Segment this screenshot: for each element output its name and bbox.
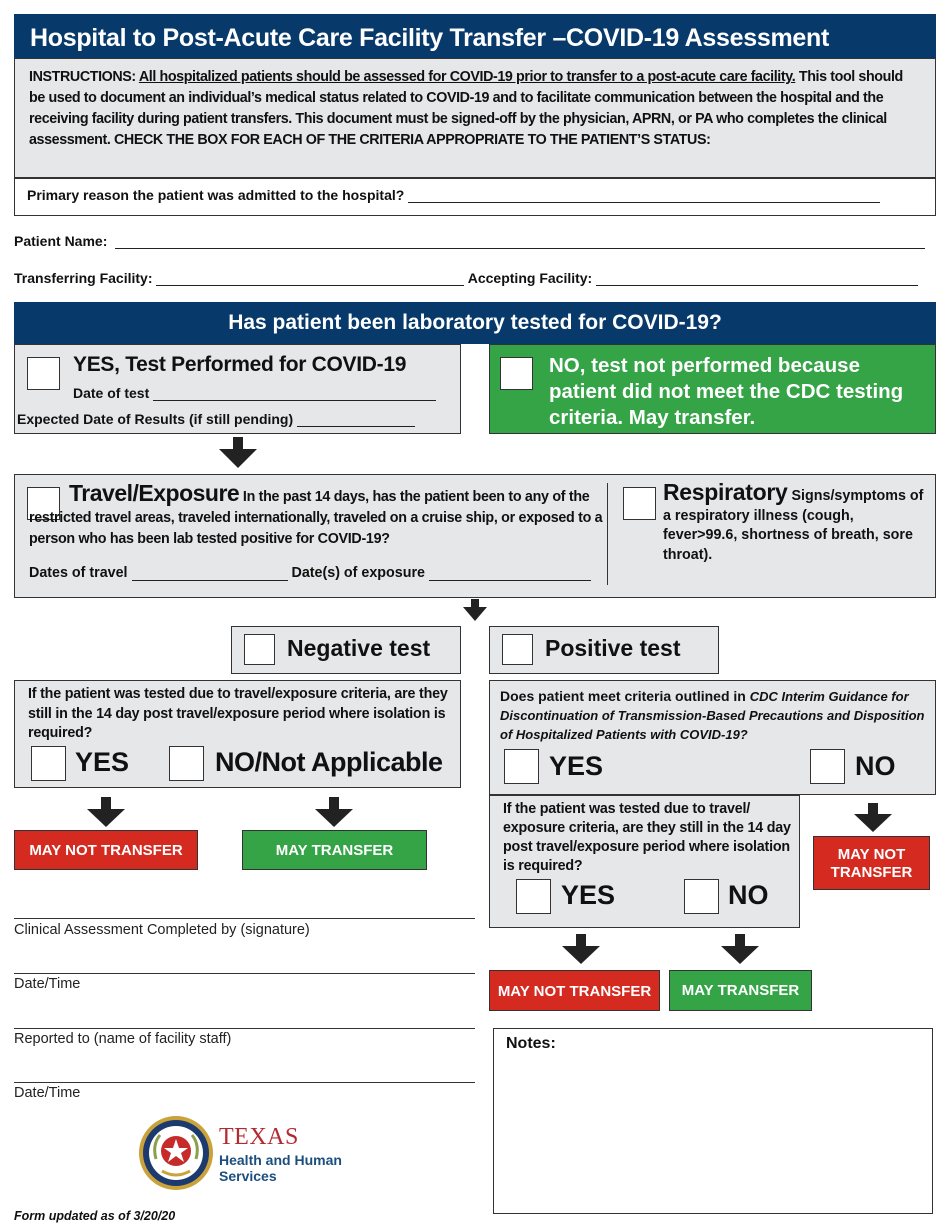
logo-agency-line-1: Health and Human (219, 1152, 342, 1168)
patient-name-line[interactable] (115, 235, 925, 249)
transferring-facility-label: Transferring Facility: (14, 270, 153, 286)
form-title: Hospital to Post-Acute Care Facility Transfer –COVID-19 Assessment (14, 14, 936, 58)
no-test-box (489, 344, 936, 434)
positive-subquestion-text: If the patient was tested due to travel/ exposure criteria, are they still in the 14 day post travel/exposure period where isolation is required? (503, 801, 791, 874)
travel-exposure-block (29, 480, 604, 550)
instructions-block (14, 58, 936, 178)
positive-test-checkbox[interactable] (502, 634, 533, 665)
logo-agency-text (219, 1152, 342, 1184)
negative-yes-checkbox[interactable] (31, 746, 66, 781)
positive-question-prefix: Does patient meet criteria outlined in (500, 688, 746, 704)
facility-fields (14, 270, 936, 286)
respiratory-title: Respiratory (663, 479, 788, 505)
logo-agency-line-2: Services (219, 1168, 277, 1184)
negative-test-box (231, 626, 461, 674)
yes-test-performed-box (14, 344, 461, 434)
positive-no-may-not-transfer: MAY NOT TRANSFER (813, 836, 930, 890)
positive-sub-may-not-transfer: MAY NOT TRANSFER (489, 970, 660, 1011)
respiratory-block (663, 479, 928, 565)
primary-reason-line[interactable] (408, 189, 880, 203)
notes-box[interactable] (493, 1028, 933, 1214)
dates-of-exposure-line[interactable] (429, 567, 591, 581)
negative-may-not-transfer: MAY NOT TRANSFER (14, 830, 198, 870)
expected-date-line[interactable] (297, 413, 415, 427)
accepting-facility-line[interactable] (596, 272, 918, 286)
dates-of-exposure-label: Date(s) of exposure (291, 565, 425, 581)
yes-test-checkbox[interactable] (27, 357, 60, 390)
clinical-signature-line[interactable] (14, 918, 475, 919)
date-of-test-line[interactable] (153, 387, 436, 401)
dates-of-travel-field[interactable] (29, 565, 591, 581)
date-time-label-1: Date/Time (14, 976, 81, 992)
reported-to-line[interactable] (14, 1028, 475, 1029)
date-time-line-2[interactable] (14, 1082, 475, 1083)
form-updated-date: Form updated as of 3/20/20 (14, 1209, 176, 1223)
negative-question-text: If the patient was tested due to travel/exposure criteria, are they still in the 14 day post travel/exposure period where isolation is required? (28, 686, 448, 741)
negative-test-checkbox[interactable] (244, 634, 275, 665)
positive-subquestion-box (489, 795, 800, 928)
negative-question-box (14, 680, 461, 788)
travel-exposure-title: Travel/Exposure (69, 480, 240, 506)
patient-name-field[interactable] (14, 233, 936, 249)
positive-question-block (500, 687, 930, 744)
no-test-text: NO, test not performed because patient did not meet the CDC testing criteria. May transfer. (549, 354, 904, 429)
expected-date-field[interactable] (17, 411, 415, 427)
positive-sub-may-transfer: MAY TRANSFER (669, 970, 812, 1011)
lab-tested-heading: Has patient been laboratory tested for COVID-19? (14, 302, 936, 344)
instructions-label: INSTRUCTIONS: (29, 69, 136, 85)
negative-no-label: NO/Not Applicable (215, 747, 443, 777)
positive-no-label: NO (855, 751, 896, 781)
transferring-facility-line[interactable] (156, 272, 464, 286)
date-of-test-field[interactable] (73, 385, 436, 401)
travel-exposure-text: In the past 14 days, has the patient been to any of the restricted travel areas, traveled internationally, traveled on a cruise ship, or exposed to a person who has been lab tested positive for COVID-19? (29, 489, 603, 547)
negative-yes-label: YES (75, 747, 130, 777)
positive-yes-label: YES (549, 751, 604, 781)
positive-question-box (489, 680, 936, 795)
positive-sub-yes-checkbox[interactable] (516, 879, 551, 914)
no-test-checkbox[interactable] (500, 357, 533, 390)
primary-reason-label: Primary reason the patient was admitted to the hospital? (27, 187, 405, 203)
clinical-signature-label: Clinical Assessment Completed by (signature) (14, 922, 310, 938)
dates-of-travel-line[interactable] (132, 567, 288, 581)
primary-reason-field[interactable] (14, 178, 936, 216)
positive-test-label: Positive test (545, 635, 681, 661)
texas-seal-logo (138, 1115, 214, 1191)
positive-sub-no-label: NO (728, 880, 769, 910)
accepting-facility-label: Accepting Facility: (467, 270, 593, 286)
criteria-divider (607, 483, 608, 585)
positive-test-box (489, 626, 719, 674)
instructions-underlined: All hospitalized patients should be assessed for COVID-19 prior to transfer to a post-acute care facility. (138, 69, 796, 85)
patient-name-label: Patient Name: (14, 233, 108, 249)
positive-sub-yes-label: YES (561, 880, 616, 910)
instructions-text: This tool should be used to document an individual’s medical status related to COVID-19 and to facilitate communication between the hospital and the receiving facility during patient transfers. This document must be signed-off by the physician, APRN, or PA who completes the clinical assessment. CHECK THE BOX FOR EACH OF THE CRITERIA APPROPRIATE TO THE PATIENT’S STATUS: (29, 69, 903, 148)
respiratory-checkbox[interactable] (623, 487, 656, 520)
negative-test-label: Negative test (287, 635, 431, 661)
expected-date-label: Expected Date of Results (if still pending) (17, 411, 294, 427)
date-time-label-2: Date/Time (14, 1085, 81, 1101)
reported-to-label: Reported to (name of facility staff) (14, 1031, 232, 1047)
positive-no-checkbox[interactable] (810, 749, 845, 784)
logo-texas-text: TEXAS (219, 1124, 299, 1150)
positive-yes-checkbox[interactable] (504, 749, 539, 784)
negative-may-transfer: MAY TRANSFER (242, 830, 427, 870)
notes-label: Notes: (506, 1035, 556, 1052)
negative-no-checkbox[interactable] (169, 746, 204, 781)
date-of-test-label: Date of test (73, 385, 150, 401)
dates-of-travel-label: Dates of travel (29, 565, 128, 581)
positive-question-guidance: CDC Interim Guidance for Discontinuation of Transmission-Based Precautions and Disposition of Hospitalized Patients with COVID-19? (500, 689, 925, 742)
criteria-box (14, 474, 936, 598)
positive-sub-no-checkbox[interactable] (684, 879, 719, 914)
date-time-line-1[interactable] (14, 973, 475, 974)
yes-test-title: YES, Test Performed for COVID-19 (73, 353, 407, 376)
respiratory-text: Signs/symptoms of a respiratory illness (cough, fever>99.6, shortness of breath, sore throat). (663, 488, 924, 563)
